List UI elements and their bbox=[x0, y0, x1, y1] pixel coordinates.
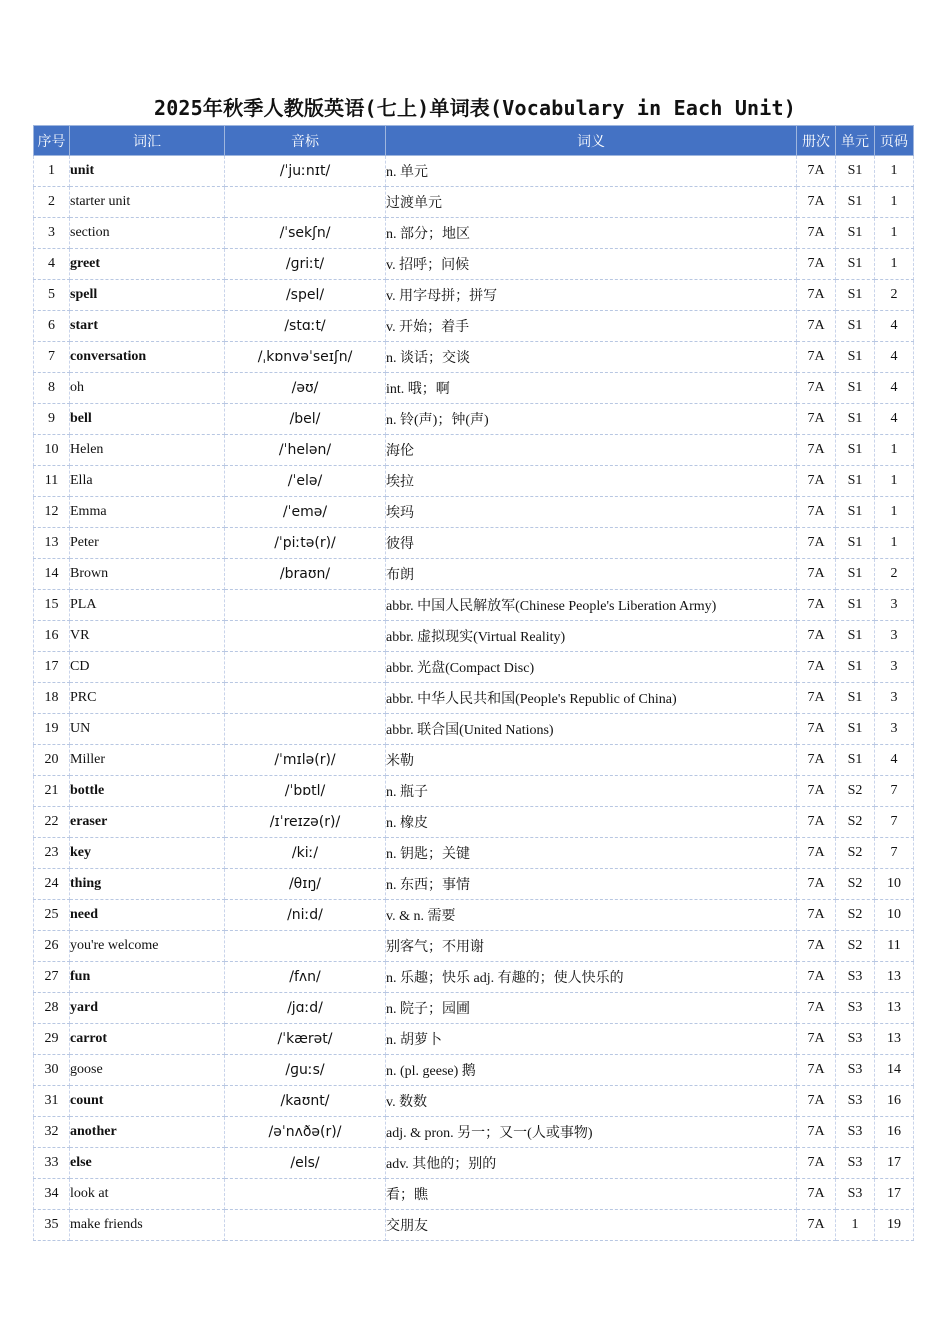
cell-unit: S1 bbox=[836, 156, 875, 187]
cell-phonetic: /əˈnʌðə(r)/ bbox=[225, 1117, 386, 1148]
cell-unit: S1 bbox=[836, 373, 875, 404]
cell-number: 15 bbox=[34, 590, 70, 621]
cell-word: greet bbox=[70, 249, 225, 280]
cell-number: 20 bbox=[34, 745, 70, 776]
table-row bbox=[34, 590, 914, 621]
cell-phonetic: /stɑːt/ bbox=[225, 311, 386, 342]
cell-phonetic bbox=[225, 187, 386, 218]
cell-number: 14 bbox=[34, 559, 70, 590]
cell-number: 19 bbox=[34, 714, 70, 745]
cell-phonetic bbox=[225, 590, 386, 621]
cell-number: 9 bbox=[34, 404, 70, 435]
cell-unit: S1 bbox=[836, 714, 875, 745]
cell-number: 21 bbox=[34, 776, 70, 807]
cell-page: 7 bbox=[875, 776, 914, 807]
cell-book: 7A bbox=[797, 280, 836, 311]
cell-word: PLA bbox=[70, 590, 225, 621]
cell-phonetic bbox=[225, 621, 386, 652]
cell-phonetic: /jɑːd/ bbox=[225, 993, 386, 1024]
cell-page: 3 bbox=[875, 652, 914, 683]
cell-phonetic bbox=[225, 652, 386, 683]
cell-page: 13 bbox=[875, 962, 914, 993]
vocabulary-table bbox=[33, 125, 914, 1241]
column-header-unit: 单元 bbox=[836, 126, 875, 156]
cell-page: 3 bbox=[875, 683, 914, 714]
cell-number: 5 bbox=[34, 280, 70, 311]
cell-book: 7A bbox=[797, 404, 836, 435]
table-row bbox=[34, 435, 914, 466]
table-row bbox=[34, 1024, 914, 1055]
cell-meaning: int. 哦；啊 bbox=[386, 373, 797, 404]
cell-word: unit bbox=[70, 156, 225, 187]
cell-meaning: 看；瞧 bbox=[386, 1179, 797, 1210]
cell-book: 7A bbox=[797, 497, 836, 528]
cell-number: 3 bbox=[34, 218, 70, 249]
cell-number: 4 bbox=[34, 249, 70, 280]
table-row bbox=[34, 652, 914, 683]
cell-number: 34 bbox=[34, 1179, 70, 1210]
cell-number: 12 bbox=[34, 497, 70, 528]
table-row bbox=[34, 621, 914, 652]
cell-number: 18 bbox=[34, 683, 70, 714]
cell-page: 1 bbox=[875, 528, 914, 559]
cell-phonetic: /kiː/ bbox=[225, 838, 386, 869]
table-row bbox=[34, 156, 914, 187]
cell-page: 3 bbox=[875, 590, 914, 621]
cell-phonetic: /ˈbɒtl/ bbox=[225, 776, 386, 807]
cell-unit: S1 bbox=[836, 311, 875, 342]
cell-book: 7A bbox=[797, 1055, 836, 1086]
cell-number: 23 bbox=[34, 838, 70, 869]
cell-phonetic: /ˈpiːtə(r)/ bbox=[225, 528, 386, 559]
cell-page: 7 bbox=[875, 807, 914, 838]
cell-book: 7A bbox=[797, 869, 836, 900]
cell-unit: S2 bbox=[836, 838, 875, 869]
cell-meaning: n. 部分；地区 bbox=[386, 218, 797, 249]
cell-number: 1 bbox=[34, 156, 70, 187]
cell-page: 1 bbox=[875, 466, 914, 497]
table-row bbox=[34, 218, 914, 249]
cell-book: 7A bbox=[797, 559, 836, 590]
cell-number: 7 bbox=[34, 342, 70, 373]
cell-book: 7A bbox=[797, 962, 836, 993]
cell-unit: S3 bbox=[836, 1024, 875, 1055]
cell-unit: S1 bbox=[836, 249, 875, 280]
table-row bbox=[34, 280, 914, 311]
cell-unit: S1 bbox=[836, 745, 875, 776]
cell-book: 7A bbox=[797, 652, 836, 683]
cell-unit: S2 bbox=[836, 807, 875, 838]
column-header-meaning: 词义 bbox=[386, 126, 797, 156]
cell-book: 7A bbox=[797, 218, 836, 249]
cell-meaning: 埃玛 bbox=[386, 497, 797, 528]
cell-word: thing bbox=[70, 869, 225, 900]
cell-number: 35 bbox=[34, 1210, 70, 1241]
cell-meaning: 米勒 bbox=[386, 745, 797, 776]
cell-meaning: n. 东西；事情 bbox=[386, 869, 797, 900]
cell-meaning: 过渡单元 bbox=[386, 187, 797, 218]
cell-meaning: n. 谈话；交谈 bbox=[386, 342, 797, 373]
cell-unit: S3 bbox=[836, 1148, 875, 1179]
cell-phonetic: /ɡriːt/ bbox=[225, 249, 386, 280]
cell-book: 7A bbox=[797, 342, 836, 373]
cell-phonetic: /ˈemə/ bbox=[225, 497, 386, 528]
cell-unit: S2 bbox=[836, 931, 875, 962]
cell-word: section bbox=[70, 218, 225, 249]
cell-page: 11 bbox=[875, 931, 914, 962]
cell-meaning: n. 单元 bbox=[386, 156, 797, 187]
table-row bbox=[34, 1210, 914, 1241]
cell-word: goose bbox=[70, 1055, 225, 1086]
cell-word: make friends bbox=[70, 1210, 225, 1241]
cell-book: 7A bbox=[797, 311, 836, 342]
cell-unit: S1 bbox=[836, 497, 875, 528]
cell-word: another bbox=[70, 1117, 225, 1148]
cell-unit: S1 bbox=[836, 342, 875, 373]
column-header-phonetic: 音标 bbox=[225, 126, 386, 156]
cell-word: carrot bbox=[70, 1024, 225, 1055]
cell-page: 10 bbox=[875, 900, 914, 931]
cell-meaning: abbr. 联合国(United Nations) bbox=[386, 714, 797, 745]
column-header-number: 序号 bbox=[34, 126, 70, 156]
cell-book: 7A bbox=[797, 528, 836, 559]
cell-page: 4 bbox=[875, 373, 914, 404]
cell-unit: S1 bbox=[836, 466, 875, 497]
cell-word: bell bbox=[70, 404, 225, 435]
table-row bbox=[34, 776, 914, 807]
cell-number: 33 bbox=[34, 1148, 70, 1179]
cell-unit: S3 bbox=[836, 1179, 875, 1210]
cell-phonetic: /əʊ/ bbox=[225, 373, 386, 404]
cell-phonetic: /spel/ bbox=[225, 280, 386, 311]
table-row bbox=[34, 745, 914, 776]
table-row bbox=[34, 559, 914, 590]
cell-number: 22 bbox=[34, 807, 70, 838]
cell-unit: S2 bbox=[836, 776, 875, 807]
cell-book: 7A bbox=[797, 714, 836, 745]
cell-book: 7A bbox=[797, 807, 836, 838]
cell-phonetic: /ˈjuːnɪt/ bbox=[225, 156, 386, 187]
cell-phonetic: /θɪŋ/ bbox=[225, 869, 386, 900]
cell-word: bottle bbox=[70, 776, 225, 807]
cell-unit: S2 bbox=[836, 869, 875, 900]
table-row bbox=[34, 311, 914, 342]
cell-word: start bbox=[70, 311, 225, 342]
cell-word: Helen bbox=[70, 435, 225, 466]
cell-word: spell bbox=[70, 280, 225, 311]
cell-phonetic: /bel/ bbox=[225, 404, 386, 435]
cell-phonetic: /els/ bbox=[225, 1148, 386, 1179]
cell-number: 28 bbox=[34, 993, 70, 1024]
cell-page: 4 bbox=[875, 311, 914, 342]
cell-phonetic: /ˈmɪlə(r)/ bbox=[225, 745, 386, 776]
cell-book: 7A bbox=[797, 1179, 836, 1210]
cell-book: 7A bbox=[797, 249, 836, 280]
cell-unit: S1 bbox=[836, 404, 875, 435]
cell-meaning: n. 乐趣；快乐 adj. 有趣的；使人快乐的 bbox=[386, 962, 797, 993]
cell-unit: S1 bbox=[836, 590, 875, 621]
cell-book: 7A bbox=[797, 590, 836, 621]
cell-page: 13 bbox=[875, 993, 914, 1024]
column-header-word: 词汇 bbox=[70, 126, 225, 156]
cell-book: 7A bbox=[797, 900, 836, 931]
table-row bbox=[34, 187, 914, 218]
cell-number: 32 bbox=[34, 1117, 70, 1148]
cell-number: 11 bbox=[34, 466, 70, 497]
cell-unit: S1 bbox=[836, 187, 875, 218]
table-row bbox=[34, 714, 914, 745]
cell-number: 30 bbox=[34, 1055, 70, 1086]
cell-meaning: abbr. 光盘(Compact Disc) bbox=[386, 652, 797, 683]
cell-word: oh bbox=[70, 373, 225, 404]
cell-book: 7A bbox=[797, 466, 836, 497]
cell-number: 13 bbox=[34, 528, 70, 559]
table-row bbox=[34, 838, 914, 869]
cell-meaning: v. 数数 bbox=[386, 1086, 797, 1117]
cell-unit: S3 bbox=[836, 1117, 875, 1148]
cell-page: 19 bbox=[875, 1210, 914, 1241]
table-row bbox=[34, 1055, 914, 1086]
cell-book: 7A bbox=[797, 156, 836, 187]
cell-book: 7A bbox=[797, 187, 836, 218]
cell-page: 1 bbox=[875, 187, 914, 218]
cell-book: 7A bbox=[797, 683, 836, 714]
cell-number: 8 bbox=[34, 373, 70, 404]
table-row bbox=[34, 249, 914, 280]
cell-number: 25 bbox=[34, 900, 70, 931]
cell-word: Peter bbox=[70, 528, 225, 559]
cell-unit: S1 bbox=[836, 280, 875, 311]
cell-page: 17 bbox=[875, 1148, 914, 1179]
cell-book: 7A bbox=[797, 373, 836, 404]
cell-book: 7A bbox=[797, 745, 836, 776]
cell-unit: S1 bbox=[836, 621, 875, 652]
cell-word: you're welcome bbox=[70, 931, 225, 962]
cell-word: PRC bbox=[70, 683, 225, 714]
table-row bbox=[34, 807, 914, 838]
cell-meaning: v. & n. 需要 bbox=[386, 900, 797, 931]
cell-meaning: n. 橡皮 bbox=[386, 807, 797, 838]
cell-word: Emma bbox=[70, 497, 225, 528]
cell-page: 7 bbox=[875, 838, 914, 869]
cell-page: 3 bbox=[875, 621, 914, 652]
cell-unit: S1 bbox=[836, 683, 875, 714]
cell-unit: S3 bbox=[836, 1055, 875, 1086]
cell-unit: S3 bbox=[836, 993, 875, 1024]
cell-phonetic: /kaʊnt/ bbox=[225, 1086, 386, 1117]
table-row bbox=[34, 1117, 914, 1148]
cell-unit: S1 bbox=[836, 528, 875, 559]
cell-page: 1 bbox=[875, 156, 914, 187]
cell-book: 7A bbox=[797, 621, 836, 652]
cell-word: starter unit bbox=[70, 187, 225, 218]
cell-phonetic bbox=[225, 931, 386, 962]
cell-unit: S1 bbox=[836, 559, 875, 590]
table-row bbox=[34, 497, 914, 528]
cell-word: UN bbox=[70, 714, 225, 745]
cell-number: 2 bbox=[34, 187, 70, 218]
cell-word: conversation bbox=[70, 342, 225, 373]
column-header-book: 册次 bbox=[797, 126, 836, 156]
cell-phonetic: /ˈkærət/ bbox=[225, 1024, 386, 1055]
cell-phonetic: /ɡuːs/ bbox=[225, 1055, 386, 1086]
table-row bbox=[34, 931, 914, 962]
cell-meaning: n. (pl. geese) 鹅 bbox=[386, 1055, 797, 1086]
cell-page: 13 bbox=[875, 1024, 914, 1055]
cell-page: 1 bbox=[875, 435, 914, 466]
cell-book: 7A bbox=[797, 435, 836, 466]
cell-page: 14 bbox=[875, 1055, 914, 1086]
cell-word: look at bbox=[70, 1179, 225, 1210]
cell-number: 27 bbox=[34, 962, 70, 993]
cell-word: count bbox=[70, 1086, 225, 1117]
cell-word: Ella bbox=[70, 466, 225, 497]
cell-page: 10 bbox=[875, 869, 914, 900]
cell-phonetic bbox=[225, 1179, 386, 1210]
cell-word: else bbox=[70, 1148, 225, 1179]
cell-meaning: 交朋友 bbox=[386, 1210, 797, 1241]
cell-book: 7A bbox=[797, 1024, 836, 1055]
cell-meaning: n. 钥匙；关键 bbox=[386, 838, 797, 869]
cell-page: 1 bbox=[875, 249, 914, 280]
table-row bbox=[34, 869, 914, 900]
cell-meaning: v. 用字母拼；拼写 bbox=[386, 280, 797, 311]
cell-book: 7A bbox=[797, 1210, 836, 1241]
table-row bbox=[34, 1086, 914, 1117]
table-row bbox=[34, 1148, 914, 1179]
cell-number: 17 bbox=[34, 652, 70, 683]
cell-meaning: v. 招呼；问候 bbox=[386, 249, 797, 280]
cell-phonetic: /ˌkɒnvəˈseɪʃn/ bbox=[225, 342, 386, 373]
cell-page: 16 bbox=[875, 1117, 914, 1148]
cell-word: VR bbox=[70, 621, 225, 652]
table-row bbox=[34, 900, 914, 931]
cell-page: 1 bbox=[875, 497, 914, 528]
cell-book: 7A bbox=[797, 776, 836, 807]
cell-number: 31 bbox=[34, 1086, 70, 1117]
cell-page: 16 bbox=[875, 1086, 914, 1117]
cell-word: need bbox=[70, 900, 225, 931]
cell-meaning: v. 开始；着手 bbox=[386, 311, 797, 342]
cell-meaning: n. 铃(声)；钟(声) bbox=[386, 404, 797, 435]
cell-meaning: 彼得 bbox=[386, 528, 797, 559]
table-row bbox=[34, 342, 914, 373]
cell-word: key bbox=[70, 838, 225, 869]
cell-meaning: abbr. 中国人民解放军(Chinese People's Liberation Army) bbox=[386, 590, 797, 621]
cell-word: Brown bbox=[70, 559, 225, 590]
cell-unit: S3 bbox=[836, 962, 875, 993]
cell-phonetic bbox=[225, 714, 386, 745]
cell-page: 2 bbox=[875, 559, 914, 590]
cell-page: 2 bbox=[875, 280, 914, 311]
cell-meaning: abbr. 虚拟现实(Virtual Reality) bbox=[386, 621, 797, 652]
cell-unit: S1 bbox=[836, 652, 875, 683]
cell-page: 4 bbox=[875, 342, 914, 373]
table-header-row bbox=[34, 126, 914, 156]
cell-meaning: n. 瓶子 bbox=[386, 776, 797, 807]
cell-unit: S1 bbox=[836, 435, 875, 466]
cell-meaning: adj. & pron. 另一；又一(人或事物) bbox=[386, 1117, 797, 1148]
cell-number: 6 bbox=[34, 311, 70, 342]
cell-meaning: 别客气；不用谢 bbox=[386, 931, 797, 962]
cell-unit: S2 bbox=[836, 900, 875, 931]
cell-book: 7A bbox=[797, 838, 836, 869]
cell-page: 4 bbox=[875, 404, 914, 435]
cell-meaning: n. 胡萝卜 bbox=[386, 1024, 797, 1055]
cell-number: 16 bbox=[34, 621, 70, 652]
cell-meaning: 布朗 bbox=[386, 559, 797, 590]
cell-book: 7A bbox=[797, 1086, 836, 1117]
cell-word: fun bbox=[70, 962, 225, 993]
table-row bbox=[34, 993, 914, 1024]
cell-book: 7A bbox=[797, 931, 836, 962]
cell-phonetic: /ˈelə/ bbox=[225, 466, 386, 497]
cell-phonetic: /ˈsekʃn/ bbox=[225, 218, 386, 249]
table-row bbox=[34, 528, 914, 559]
cell-page: 4 bbox=[875, 745, 914, 776]
cell-number: 24 bbox=[34, 869, 70, 900]
cell-number: 29 bbox=[34, 1024, 70, 1055]
cell-word: Miller bbox=[70, 745, 225, 776]
cell-phonetic: /braʊn/ bbox=[225, 559, 386, 590]
table-row bbox=[34, 466, 914, 497]
cell-word: yard bbox=[70, 993, 225, 1024]
cell-meaning: 埃拉 bbox=[386, 466, 797, 497]
table-row bbox=[34, 962, 914, 993]
table-body bbox=[34, 156, 914, 1241]
cell-phonetic: /niːd/ bbox=[225, 900, 386, 931]
table-row bbox=[34, 404, 914, 435]
table-row bbox=[34, 373, 914, 404]
cell-meaning: n. 院子；园圃 bbox=[386, 993, 797, 1024]
cell-meaning: 海伦 bbox=[386, 435, 797, 466]
cell-page: 3 bbox=[875, 714, 914, 745]
cell-phonetic: /ɪˈreɪzə(r)/ bbox=[225, 807, 386, 838]
cell-word: CD bbox=[70, 652, 225, 683]
table-row bbox=[34, 683, 914, 714]
cell-page: 1 bbox=[875, 218, 914, 249]
cell-number: 10 bbox=[34, 435, 70, 466]
cell-book: 7A bbox=[797, 1148, 836, 1179]
cell-phonetic bbox=[225, 1210, 386, 1241]
table-row bbox=[34, 1179, 914, 1210]
cell-unit: 1 bbox=[836, 1210, 875, 1241]
cell-number: 26 bbox=[34, 931, 70, 962]
cell-phonetic: /ˈhelən/ bbox=[225, 435, 386, 466]
page-title: 2025年秋季人教版英语(七上)单词表(Vocabulary in Each Unit) bbox=[153, 96, 797, 120]
cell-unit: S1 bbox=[836, 218, 875, 249]
cell-book: 7A bbox=[797, 993, 836, 1024]
cell-phonetic bbox=[225, 683, 386, 714]
cell-book: 7A bbox=[797, 1117, 836, 1148]
cell-unit: S3 bbox=[836, 1086, 875, 1117]
column-header-page: 页码 bbox=[875, 126, 914, 156]
cell-word: eraser bbox=[70, 807, 225, 838]
cell-meaning: adv. 其他的；别的 bbox=[386, 1148, 797, 1179]
cell-phonetic: /fʌn/ bbox=[225, 962, 386, 993]
cell-page: 17 bbox=[875, 1179, 914, 1210]
cell-meaning: abbr. 中华人民共和国(People's Republic of China) bbox=[386, 683, 797, 714]
